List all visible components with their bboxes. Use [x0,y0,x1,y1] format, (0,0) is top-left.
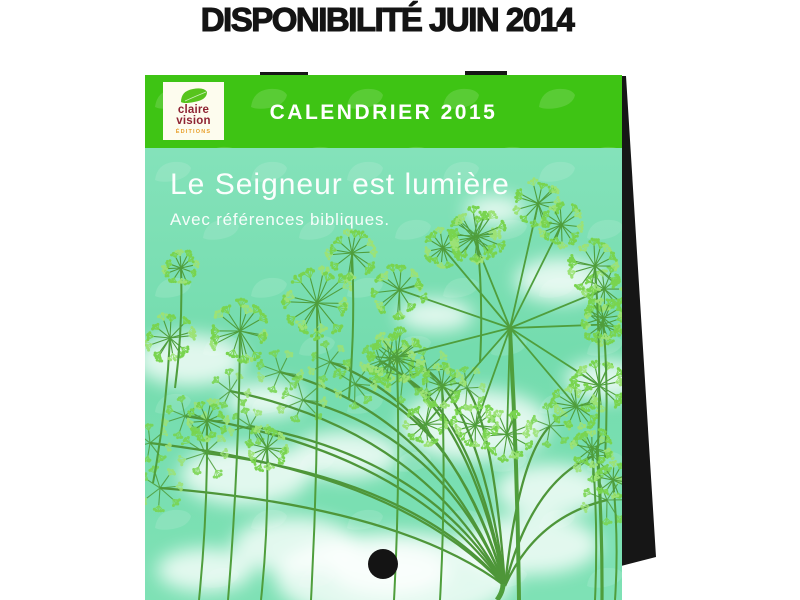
calendar-year-title: CALENDRIER 2015 [269,101,498,124]
logo-text-vision: vision [176,115,211,127]
claire-vision-logo [163,82,224,140]
availability-title: DISPONIBILITÉ JUIN 2014 [200,1,574,38]
logo-text-editions: ÉDITIONS [175,129,212,135]
logo-text-claire: claire [177,104,210,116]
back-panel-shape [620,76,656,566]
hole-punch [368,549,398,579]
cover-photo [145,148,622,600]
calendar-back-panel [620,76,658,573]
cover-headline: Le Seigneur est lumière [170,168,510,201]
calendar-header-band [145,75,622,148]
leaf-icon [179,87,209,104]
calendar-cover [145,75,622,600]
cover-subheadline: Avec références bibliques. [170,210,390,229]
